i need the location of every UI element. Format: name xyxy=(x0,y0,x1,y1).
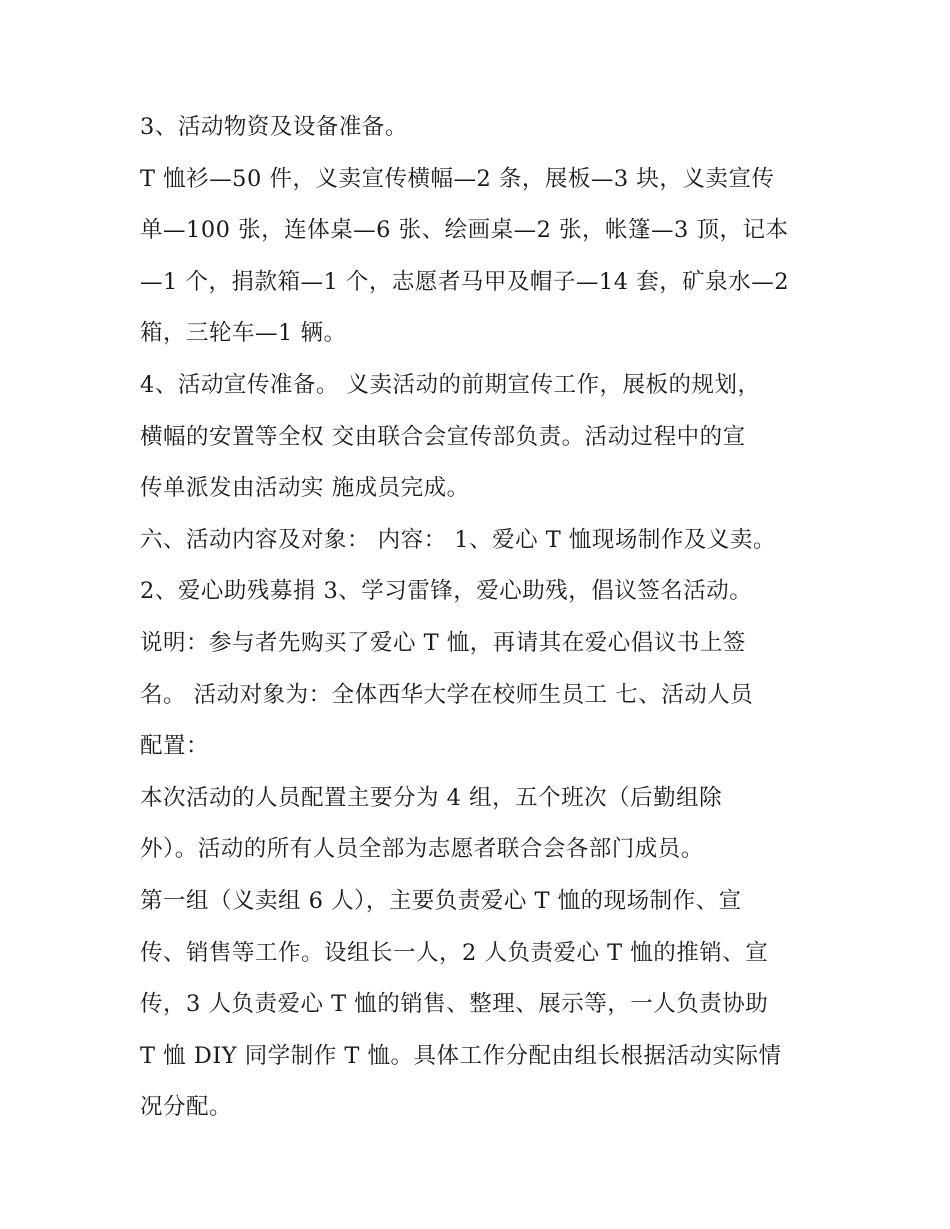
text-line: 4、活动宣传准备。 义卖活动的前期宣传工作，展板的规划， xyxy=(140,371,761,398)
text-line: 外）。活动的所有人员全部为志愿者联合会各部门成员。 xyxy=(140,836,704,863)
text-line: 名。 活动对象为：全体西华大学在校师生员工 七、活动人员 xyxy=(140,681,754,708)
text-line: 3、活动物资及设备准备。 xyxy=(140,114,408,140)
text-line: 传，3 人负责爱心 T 恤的销售、整理、展示等，一人负责协助 xyxy=(140,991,769,1018)
text-line: 况分配。 xyxy=(140,1094,233,1121)
text-line: 单—100 张，连体桌—6 张、绘画桌—2 张，帐篷—3 顶，记本 xyxy=(140,217,789,244)
text-line: 横幅的安置等全权 交由联合会宣传部负责。活动过程中的宣 xyxy=(140,423,746,450)
text-line: 传单派发由活动实 施成员完成。 xyxy=(140,475,470,502)
text-line: 第一组（义卖组 6 人），主要负责爱心 T 恤的现场制作、宣 xyxy=(140,887,742,914)
document-body xyxy=(140,102,820,1134)
text-line: 本次活动的人员配置主要分为 4 组，五个班次（后勤组除 xyxy=(140,784,723,811)
text-line: 六、活动内容及对象： 内容： 1、爱心 T 恤现场制作及义卖。 xyxy=(140,526,776,553)
text-line: 箱，三轮车—1 辆。 xyxy=(140,320,347,347)
text-line: T 恤衫—50 件，义卖宣传横幅—2 条，展板—3 块，义卖宣传 xyxy=(140,165,775,192)
text-line: 说明：参与者先购买了爱心 T 恤，再请其在爱心倡议书上签 xyxy=(140,629,746,656)
text-line: 2、爱心助残募捐 3、学习雷锋，爱心助残，倡议签名活动。 xyxy=(140,578,753,605)
text-line: T 恤 DIY 同学制作 T 恤。具体工作分配由组长根据活动实际情 xyxy=(140,1042,782,1069)
text-line: 传、销售等工作。设组长一人，2 人负责爱心 T 恤的推销、宣 xyxy=(140,939,769,966)
text-line: —1 个，捐款箱—1 个，志愿者马甲及帽子—14 套，矿泉水—2 xyxy=(140,268,790,295)
text-line: 配置： xyxy=(140,733,210,760)
